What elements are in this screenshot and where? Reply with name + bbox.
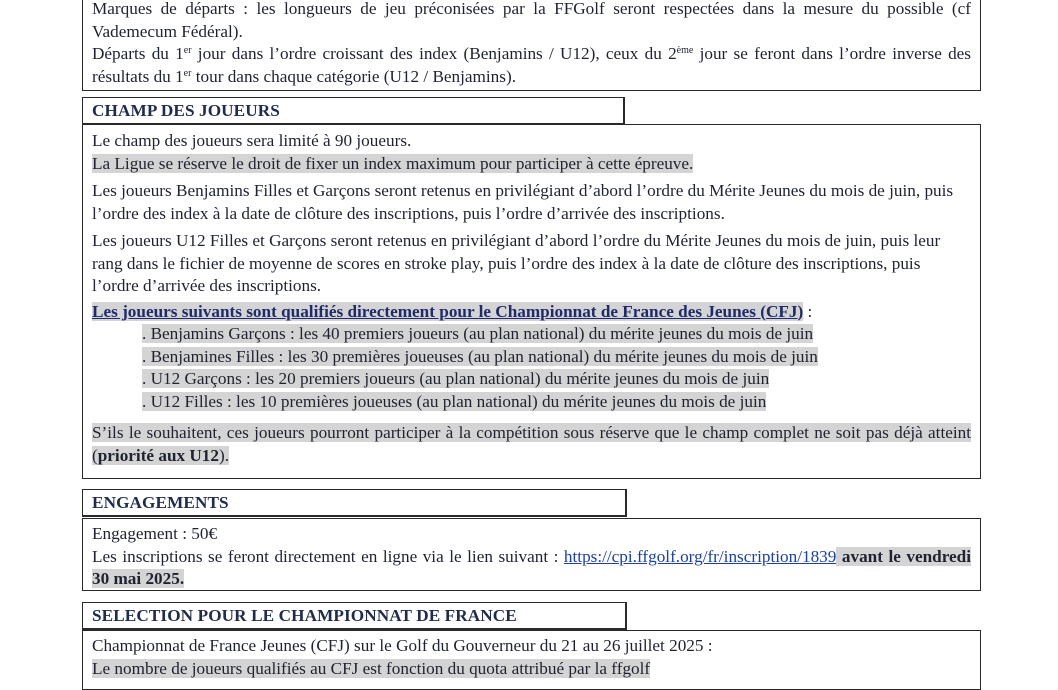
- tee-markers-paragraph: Marques de départs : les longueurs de jeu préconisées par la FFGolf seront respectées dans la mesure du possible (cf Vademecum Fédéral).: [92, 0, 971, 41]
- index-max-paragraph: La Ligue se réserve le droit de fixer un index maximum pour participer à cette épreuve.: [92, 153, 694, 173]
- departures-section: [82, 0, 981, 91]
- engagements-header: ENGAGEMENTS: [82, 489, 627, 517]
- qualified-item-u12-filles: . U12 Filles : les 10 premières joueuses (au plan national) du mérite jeunes du mois de juin: [142, 391, 767, 411]
- benjamins-selection-paragraph: Les joueurs Benjamins Filles et Garçons seront retenus en privilégiant d’abord l’ordre du Mérite Jeunes du mois de juin, puis l’ordre des index à la date de clôture des inscriptions, puis l’ordre d’arrivée des inscriptions.: [92, 181, 954, 223]
- registration-deadline: avant le vendredi 30 mai 2025.: [92, 546, 972, 588]
- champ-limit-paragraph: Le champ des joueurs sera limité à 90 joueurs.: [92, 131, 412, 150]
- engagement-fee: Engagement : 50€: [92, 524, 218, 543]
- quota-paragraph: Le nombre de joueurs qualifiés au CFJ est fonction du quota attribué par la ffgolf: [92, 658, 651, 678]
- qualified-item-u12-garcons: . U12 Garçons : les 20 premiers joueurs (au plan national) du mérite jeunes du mois de juin: [142, 369, 770, 388]
- selection-section: [82, 630, 981, 690]
- cfj-paragraph: Championnat de France Jeunes (CFJ) sur le Golf du Gouverneur du 21 au 26 juillet 2025 :: [92, 636, 713, 655]
- qualified-heading: Les joueurs suivants sont qualifiés directement pour le Championnat de France des Jeunes (CFJ) :: [92, 301, 813, 321]
- priority-paragraph: S’ils le souhaitent, ces joueurs pourront participer à la compétition sous réserve que le champ complet ne soit pas déjà atteint (priorité aux U12).: [92, 423, 971, 465]
- start-order-paragraph: Départs du 1er jour dans l’ordre croissant des index (Benjamins / U12), ceux du 2ème jour se feront dans l’ordre inverse des résultats du 1er tour dans chaque catégorie (U12 / Benjamins).: [92, 44, 971, 86]
- champ-header: CHAMP DES JOUEURS: [82, 97, 625, 125]
- champ-section: [82, 124, 981, 479]
- qualified-list: [92, 323, 971, 413]
- u12-selection-paragraph: Les joueurs U12 Filles et Garçons seront retenus en privilégiant d’abord l’ordre du Mérite Jeunes du mois de juin, puis leur rang dans le fichier de moyenne de scores en stroke play, puis l’ordre des index à la date de clôture des inscriptions, puis l’ordre d’arrivée des inscriptions.: [92, 231, 941, 295]
- selection-header: SELECTION POUR LE CHAMPIONNAT DE FRANCE: [82, 602, 627, 630]
- qualified-item-benjamines-filles: . Benjamines Filles : les 30 premières joueuses (au plan national) du mérite jeunes du mois de juin: [142, 346, 818, 366]
- qualified-item-benjamins-garcons: . Benjamins Garçons : les 40 premiers joueurs (au plan national) du mérite jeunes du mois de juin: [142, 324, 814, 343]
- engagements-section: [82, 518, 981, 591]
- registration-paragraph: Les inscriptions se feront directement en ligne via le lien suivant : https://cpi.ffgolf.org/fr/inscription/1839 avant le vendredi 30 mai 2025.: [92, 546, 972, 588]
- registration-link[interactable]: https://cpi.ffgolf.org/fr/inscription/1839: [563, 546, 837, 566]
